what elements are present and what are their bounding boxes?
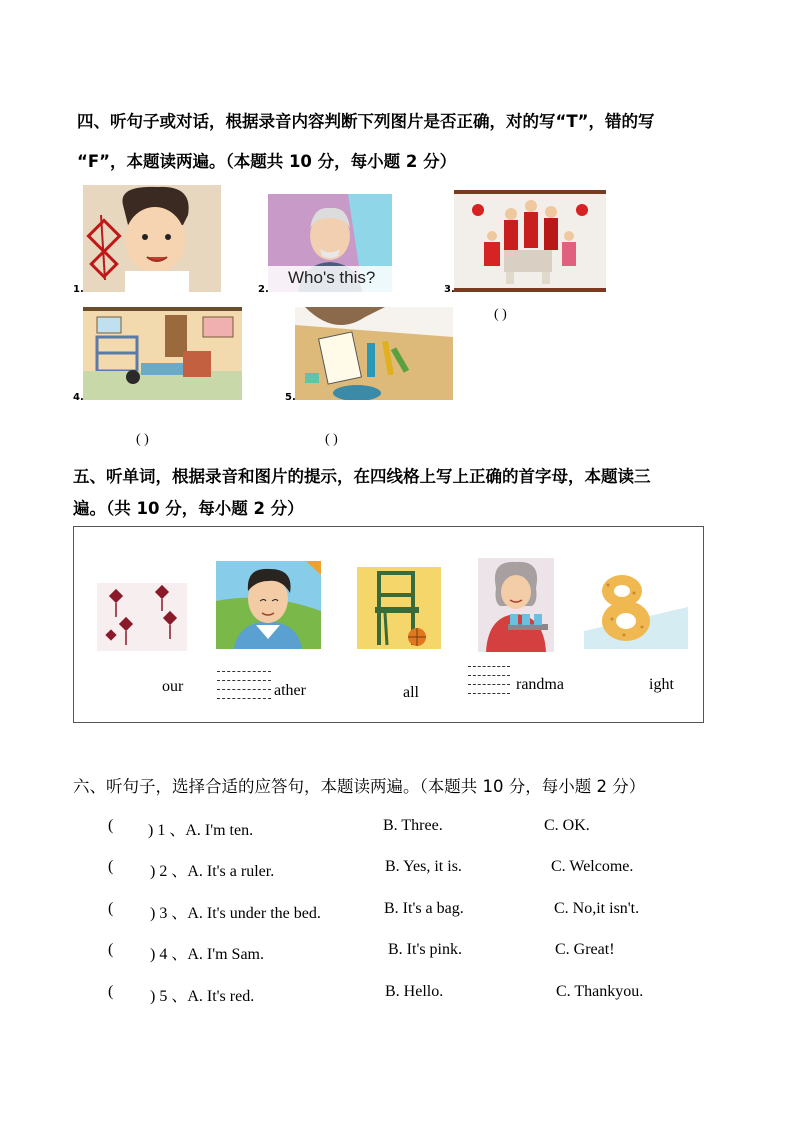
chinese-knots-icon: [97, 583, 187, 651]
father-icon: [216, 561, 321, 649]
answer-blank-3[interactable]: ( ): [494, 307, 507, 322]
picture-5-number: 5.: [285, 392, 296, 403]
item-1-word: our: [162, 678, 184, 695]
section6-heading: 六、听句子，选择合适的应答句，本题读两遍。（本题共 10 分，每小题 2 分）: [73, 777, 646, 796]
question-5-option-b: B. Hello.: [385, 983, 444, 1000]
chair-and-ball-icon: [357, 567, 441, 649]
question-5-blank[interactable]: (: [108, 983, 114, 1000]
family-icon: [454, 190, 606, 292]
item-4-word: randma: [516, 676, 564, 693]
question-2-option-c: C. Welcome.: [551, 858, 634, 875]
picture-2-grandpa: [268, 194, 392, 292]
item-2-word: ather: [274, 682, 306, 699]
picture-3-family-photo: [454, 190, 606, 292]
picture-1-boy-with-chinese-knot: [83, 185, 221, 292]
item-1-picture: [97, 583, 187, 651]
item-3-word: all: [403, 684, 419, 701]
question-3-option-a: ) 3 、A. It's under the bed.: [150, 905, 321, 922]
question-3-option-c: C. No,it isn't.: [554, 900, 640, 917]
question-1-blank[interactable]: (: [108, 817, 114, 834]
picture-1-number: 1.: [73, 284, 84, 295]
question-4-option-a: ) 4 、A. I'm Sam.: [150, 946, 264, 963]
section5-heading-line1: 五、听单词，根据录音和图片的提示，在四线格上写上正确的首字母，本题读三: [73, 467, 651, 486]
question-3-option-b: B. It's a bag.: [384, 900, 464, 917]
picture-4-number: 4.: [73, 392, 84, 403]
question-4-option-b: B. It's pink.: [388, 941, 462, 958]
stationery-icon: [295, 307, 453, 400]
picture-5-desk: [295, 307, 453, 400]
question-2-option-b: B. Yes, it is.: [385, 858, 462, 875]
picture-2-number: 2.: [258, 284, 269, 295]
boy-icon: [83, 185, 221, 292]
question-4-option-c: C. Great!: [555, 941, 615, 958]
question-1-option-a: ) 1 、A. I'm ten.: [148, 822, 254, 839]
item-2-picture: [216, 561, 321, 649]
item-4-picture: [478, 558, 554, 652]
item-5-picture: [584, 571, 688, 649]
number-eight-cookie-icon: [584, 571, 688, 649]
question-2-option-a: ) 2 、A. It's a ruler.: [150, 863, 275, 880]
question-1-option-b: B. Three.: [383, 817, 443, 834]
question-2-blank[interactable]: (: [108, 858, 114, 875]
section4-heading-line1: 四、听句子或对话，根据录音内容判断下列图片是否正确，对的写“T”，错的写: [77, 112, 655, 131]
section4-heading-line2: “F”，本题读两遍。（本题共 10 分，每小题 2 分）: [77, 152, 457, 171]
section5-heading-line2: 遍。（共 10 分，每小题 2 分）: [73, 499, 304, 518]
question-3-blank[interactable]: (: [108, 900, 114, 917]
grandma-icon: [478, 558, 554, 652]
item-5-word: ight: [649, 676, 674, 693]
picture-2-caption: Who's this?: [288, 268, 376, 287]
question-5-option-c: C. Thankyou.: [556, 983, 644, 1000]
item-4-four-lines[interactable]: [468, 666, 510, 702]
question-4-blank[interactable]: (: [108, 941, 114, 958]
item-2-four-lines[interactable]: [217, 671, 271, 707]
answer-blank-4[interactable]: ( ): [136, 432, 149, 447]
question-1-option-c: C. OK.: [544, 817, 590, 834]
picture-4-bedroom: [83, 307, 242, 400]
item-3-picture: [357, 567, 441, 649]
question-5-option-a: ) 5 、A. It's red.: [150, 988, 255, 1005]
picture-3-number: 3.: [444, 284, 455, 295]
answer-blank-5[interactable]: ( ): [325, 432, 338, 447]
bedroom-icon: [83, 307, 242, 400]
